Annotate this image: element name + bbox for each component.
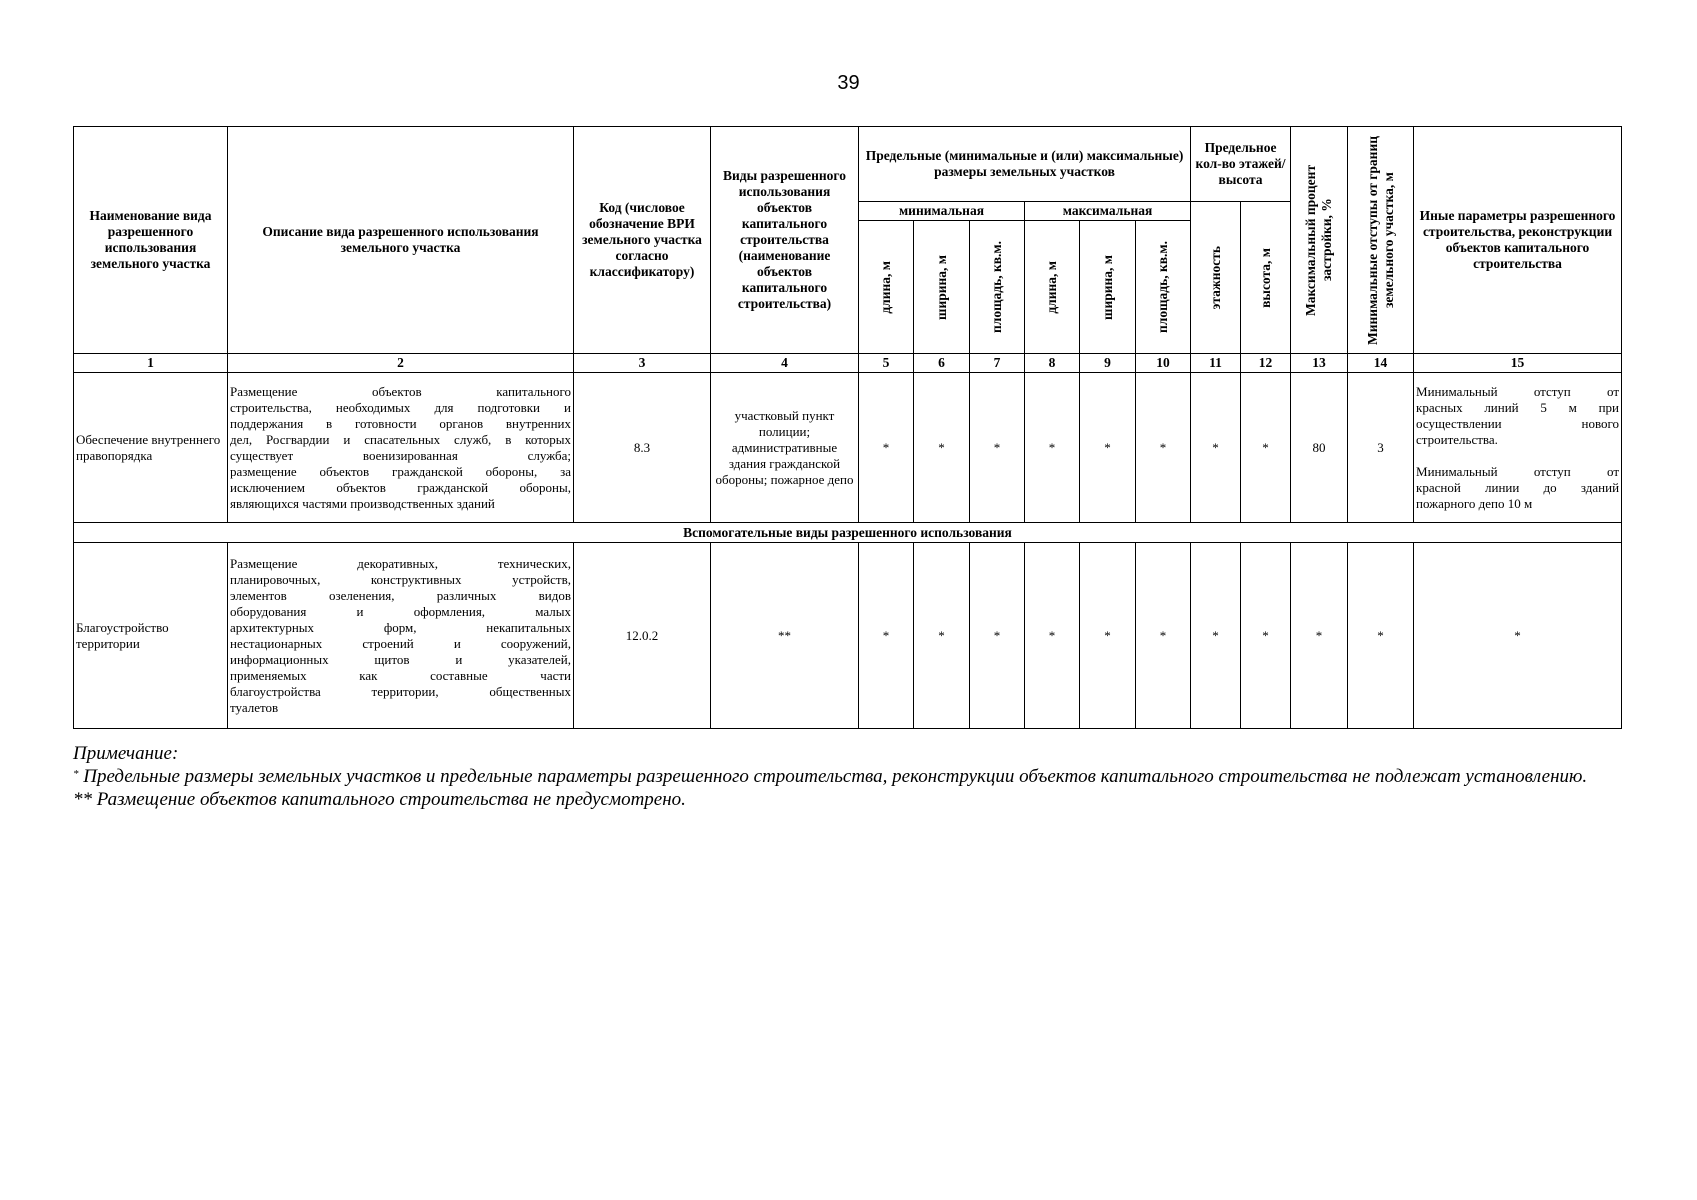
note-star1 bbox=[73, 765, 1621, 788]
note-title: Примечание: bbox=[73, 743, 179, 764]
table-row bbox=[74, 543, 1622, 729]
column-number: 14 bbox=[1348, 354, 1414, 373]
note-star2: ** Размещение объектов капитального строительства не предусмотрено. bbox=[73, 789, 686, 810]
row-cell: * bbox=[914, 543, 970, 729]
row-description bbox=[228, 543, 574, 729]
row-description bbox=[228, 373, 574, 523]
row-cell: * bbox=[1080, 543, 1136, 729]
other-line: осуществлении нового bbox=[1416, 415, 1620, 431]
description-line: существует военизированная служба; bbox=[230, 447, 571, 463]
header-col12-text: высота, м bbox=[1257, 247, 1273, 308]
row-name: Обеспечение внутреннего правопорядка bbox=[74, 373, 228, 523]
row-cell: * bbox=[1080, 373, 1136, 523]
row-cell: * bbox=[914, 373, 970, 523]
header-col3: Код (числовое обозначение ВРИ земельного участка согласно классификатору) bbox=[574, 127, 711, 354]
header-col11-text: этажность bbox=[1207, 245, 1223, 310]
note-star1-mark: * bbox=[73, 768, 79, 780]
column-number: 5 bbox=[859, 354, 914, 373]
description-line: туалетов bbox=[230, 699, 279, 715]
table-row bbox=[74, 373, 1622, 523]
column-number: 9 bbox=[1080, 354, 1136, 373]
header-floors-group: Предельное кол-во этажей/ высота bbox=[1191, 127, 1291, 202]
description-line: Размещение декоративных, технических, bbox=[230, 555, 571, 571]
header-col7 bbox=[970, 221, 1025, 354]
header-col5-text: длина, м bbox=[878, 260, 893, 314]
row-cell: * bbox=[1191, 543, 1241, 729]
column-number-row bbox=[74, 354, 1622, 373]
header-col11 bbox=[1191, 202, 1241, 354]
row-cell: * bbox=[1348, 543, 1414, 729]
row-cell: * bbox=[1136, 543, 1191, 729]
column-number: 15 bbox=[1414, 354, 1622, 373]
header-col8 bbox=[1025, 221, 1080, 354]
description-line: поддержания в готовности органов внутренних bbox=[230, 415, 571, 431]
description-line: Размещение объектов капитального bbox=[230, 383, 571, 399]
description-line: информационных щитов и указателей, bbox=[230, 651, 571, 667]
row-other-params: * bbox=[1414, 543, 1622, 729]
row-cell: * bbox=[859, 543, 914, 729]
description-line: оборудования и оформления, малых bbox=[230, 603, 571, 619]
header-max-group: максимальная bbox=[1025, 202, 1191, 221]
other-line: строительства. bbox=[1416, 431, 1498, 447]
header-col13-text: Максимальный процент застройки, % bbox=[1303, 164, 1335, 316]
other-line: Минимальный отступ от bbox=[1416, 463, 1620, 479]
header-col7-text: площадь, кв.м. bbox=[989, 241, 1004, 333]
header-col2: Описание вида разрешенного использования земельного участка bbox=[228, 127, 574, 354]
description-line: планировочных, конструктивных устройств, bbox=[230, 571, 571, 587]
header-col13 bbox=[1291, 127, 1348, 354]
row-cell: * bbox=[970, 543, 1025, 729]
description-line: архитектурных форм, некапитальных bbox=[230, 619, 571, 635]
column-number: 10 bbox=[1136, 354, 1191, 373]
note-block bbox=[73, 742, 1621, 811]
description-line: элементов озеленения, различных видов bbox=[230, 587, 571, 603]
header-min-group: минимальная bbox=[859, 202, 1025, 221]
description-line: являющихся частями производственных зданий bbox=[230, 495, 495, 511]
row-cell: * bbox=[1025, 543, 1080, 729]
row-cell: * bbox=[1191, 373, 1241, 523]
column-number: 12 bbox=[1241, 354, 1291, 373]
column-number: 4 bbox=[711, 354, 859, 373]
header-col4: Виды разрешенного использования объектов капитального строительства (наименование объектов капитального строительства) bbox=[711, 127, 859, 354]
header-col8-text: длина, м bbox=[1044, 260, 1059, 314]
row-cell: * bbox=[859, 373, 914, 523]
header-col12 bbox=[1241, 202, 1291, 354]
header-col6-text: ширина, м bbox=[933, 254, 949, 320]
row-cell: * bbox=[1241, 543, 1291, 729]
description-line: применяемых как составные части bbox=[230, 667, 571, 683]
header-col9 bbox=[1080, 221, 1136, 354]
other-line: пожарного депо 10 м bbox=[1416, 495, 1533, 511]
description-line: размещение объектов гражданской обороны, за bbox=[230, 463, 571, 479]
description-line: строительства, необходимых для подготовки и bbox=[230, 399, 571, 415]
column-number: 6 bbox=[914, 354, 970, 373]
header-sizes-group: Предельные (минимальные и (или) максимальные) размеры земельных участков bbox=[859, 127, 1191, 202]
page-number: 39 bbox=[837, 72, 860, 94]
column-number: 3 bbox=[574, 354, 711, 373]
row-kinds: участковый пункт полиции; административные здания гражданской обороны; пожарное депо bbox=[711, 373, 859, 523]
row-code: 8.3 bbox=[574, 373, 711, 523]
section-row bbox=[74, 523, 1622, 543]
row-name: Благоустройство территории bbox=[74, 543, 228, 729]
other-line: Минимальный отступ от bbox=[1416, 383, 1620, 399]
row-cell: 80 bbox=[1291, 373, 1348, 523]
header-col5 bbox=[859, 221, 914, 354]
column-number: 2 bbox=[228, 354, 574, 373]
description-line: благоустройства территории, общественных bbox=[230, 683, 571, 699]
row-cell: * bbox=[1136, 373, 1191, 523]
row-cell: * bbox=[1241, 373, 1291, 523]
other-line: красной линии до зданий bbox=[1416, 479, 1620, 495]
row-cell: * bbox=[1025, 373, 1080, 523]
header-col14 bbox=[1348, 127, 1414, 354]
header-col9-text: ширина, м bbox=[1099, 254, 1115, 320]
description-line: дел, Росгвардии и спасательных служб, в которых bbox=[230, 431, 571, 447]
section-title: Вспомогательные виды разрешенного использования bbox=[74, 523, 1622, 543]
header-col10 bbox=[1136, 221, 1191, 354]
column-number: 8 bbox=[1025, 354, 1080, 373]
header-col10-text: площадь, кв.м. bbox=[1155, 241, 1171, 333]
paragraph-gap bbox=[1416, 448, 1619, 464]
column-number: 11 bbox=[1191, 354, 1241, 373]
column-number: 13 bbox=[1291, 354, 1348, 373]
land-use-table bbox=[73, 126, 1622, 729]
row-cell: * bbox=[1291, 543, 1348, 729]
header-col14-text: Минимальные отступы от границ земельного участка, м bbox=[1364, 135, 1396, 345]
column-number: 7 bbox=[970, 354, 1025, 373]
row-cell: * bbox=[970, 373, 1025, 523]
description-line: исключением объектов гражданской обороны, bbox=[230, 479, 571, 495]
header-col1: Наименование вида разрешенного использования земельного участка bbox=[74, 127, 228, 354]
header-col6 bbox=[914, 221, 970, 354]
row-cell: 3 bbox=[1348, 373, 1414, 523]
column-number: 1 bbox=[74, 354, 228, 373]
row-code: 12.0.2 bbox=[574, 543, 711, 729]
row-kinds: ** bbox=[711, 543, 859, 729]
description-line: нестационарных строений и сооружений, bbox=[230, 635, 571, 651]
header-col15: Иные параметры разрешенного строительства, реконструкции объектов капитального строительства bbox=[1414, 127, 1622, 354]
note-star1-text: Предельные размеры земельных участков и предельные параметры разрешенного строительства, реконструкции объектов капитального строительства не подлежат установлению. bbox=[78, 766, 1588, 787]
other-line: красных линий 5 м при bbox=[1416, 399, 1620, 415]
row-other-params bbox=[1414, 373, 1622, 523]
